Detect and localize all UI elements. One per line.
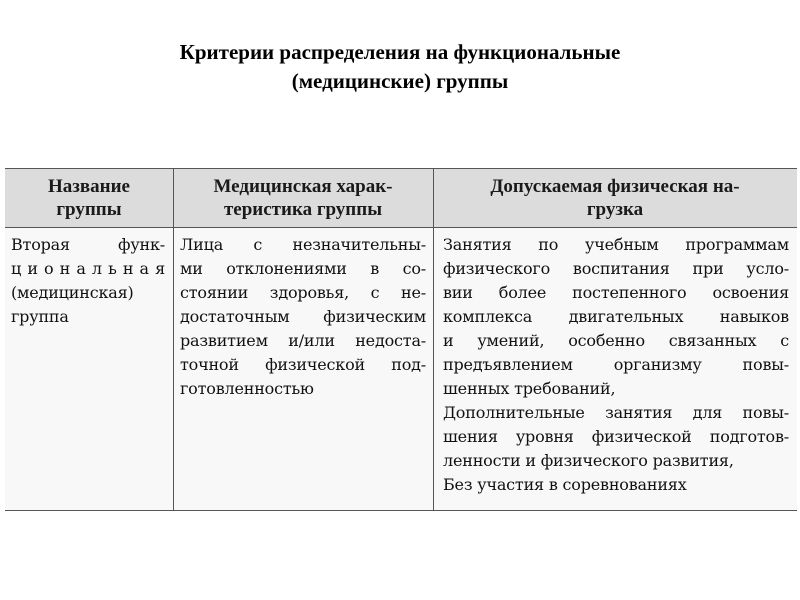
page-title	[0, 38, 800, 96]
cell-allowed-load: Занятия по учебным программам физического воспитания при усло- вии более постепенного освоения комплекса двигательных навыков и умений, особенно связанных с предъявлением организму повы- шенных требований, Дополнительные занятия для повы- шения уровня физической подготов- ленности и физического развития, Без участия в соревнованиях	[443, 235, 789, 494]
header-allowed-load: Допускаемая физическая на- грузка	[490, 176, 740, 220]
title-line-1: Критерии распределения на функциональные	[179, 40, 621, 64]
cell-group-name: Вторая функ- ц и о н а л ь н а я (медицинская) группа	[11, 235, 165, 326]
header-medical-characteristic: Медицинская харак- теристика группы	[213, 176, 393, 220]
header-group-name: Название группы	[47, 176, 130, 220]
cell-medical-characteristic: Лица с незначительны- ми отклонениями в со- стоянии здоровья, с не- достаточным физическим развитием и/или недоста- точной физической под- готовленностью	[180, 235, 426, 398]
criteria-table	[5, 168, 797, 511]
title-line-2: (медицинские) группы	[291, 69, 509, 93]
